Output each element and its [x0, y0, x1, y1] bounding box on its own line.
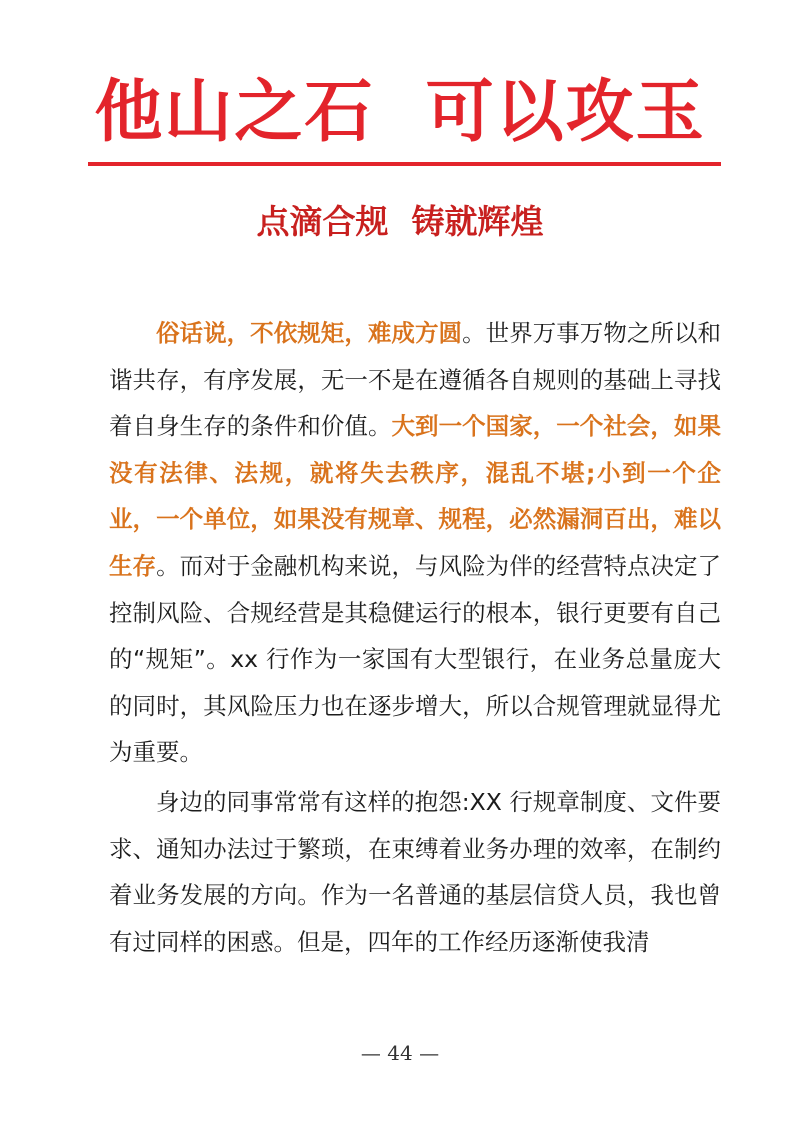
- title-divider: [88, 162, 721, 166]
- highlighted-text: 俗话说，不依规矩，难成方圆: [156, 319, 463, 347]
- highlighted-text: 大到一个国家，一个社会，如果没有法律、法规，就将失去秩序，混乱不堪;小到一个企业，一个单位，如果没有规章、规程，必然漏洞百出，难以生存: [109, 412, 722, 580]
- paragraph-text: 身边的同事常常有这样的抱怨:XX 行规章制度、文件要求、通知办法过于繁琐，在束缚着业务办理的效率，在制约着业务发展的方向。作为一名普通的基层信贷人员，我也曾有过同样的困惑。但是，四年的工作经历逐渐使我清: [109, 787, 721, 956]
- paragraph-text: 。而对于金融机构来说，与风险为伴的经营特点决定了控制风险、合规经营是其稳健运行的根本，银行更要有自己的“规矩”。xx 行作为一家国有大型银行，在业务总量庞大的同时，其风险压力也在逐步增大，所以合规管理就显得尤为重要。: [109, 551, 722, 767]
- page-title: 他山之石 可以攻玉: [94, 72, 706, 152]
- article-subtitle: 点滴合规 铸就辉煌: [256, 202, 544, 241]
- paragraph-text: 。世界万事万物之所以和谐共存，有序发展，无一不是在遵循各自规则的基础上寻找着自身生存的条件和价值。: [109, 319, 722, 441]
- article-paragraph: [109, 779, 721, 965]
- page-number: — 44 —: [360, 1041, 440, 1065]
- article-body: [109, 310, 721, 968]
- article-paragraph: [109, 310, 721, 776]
